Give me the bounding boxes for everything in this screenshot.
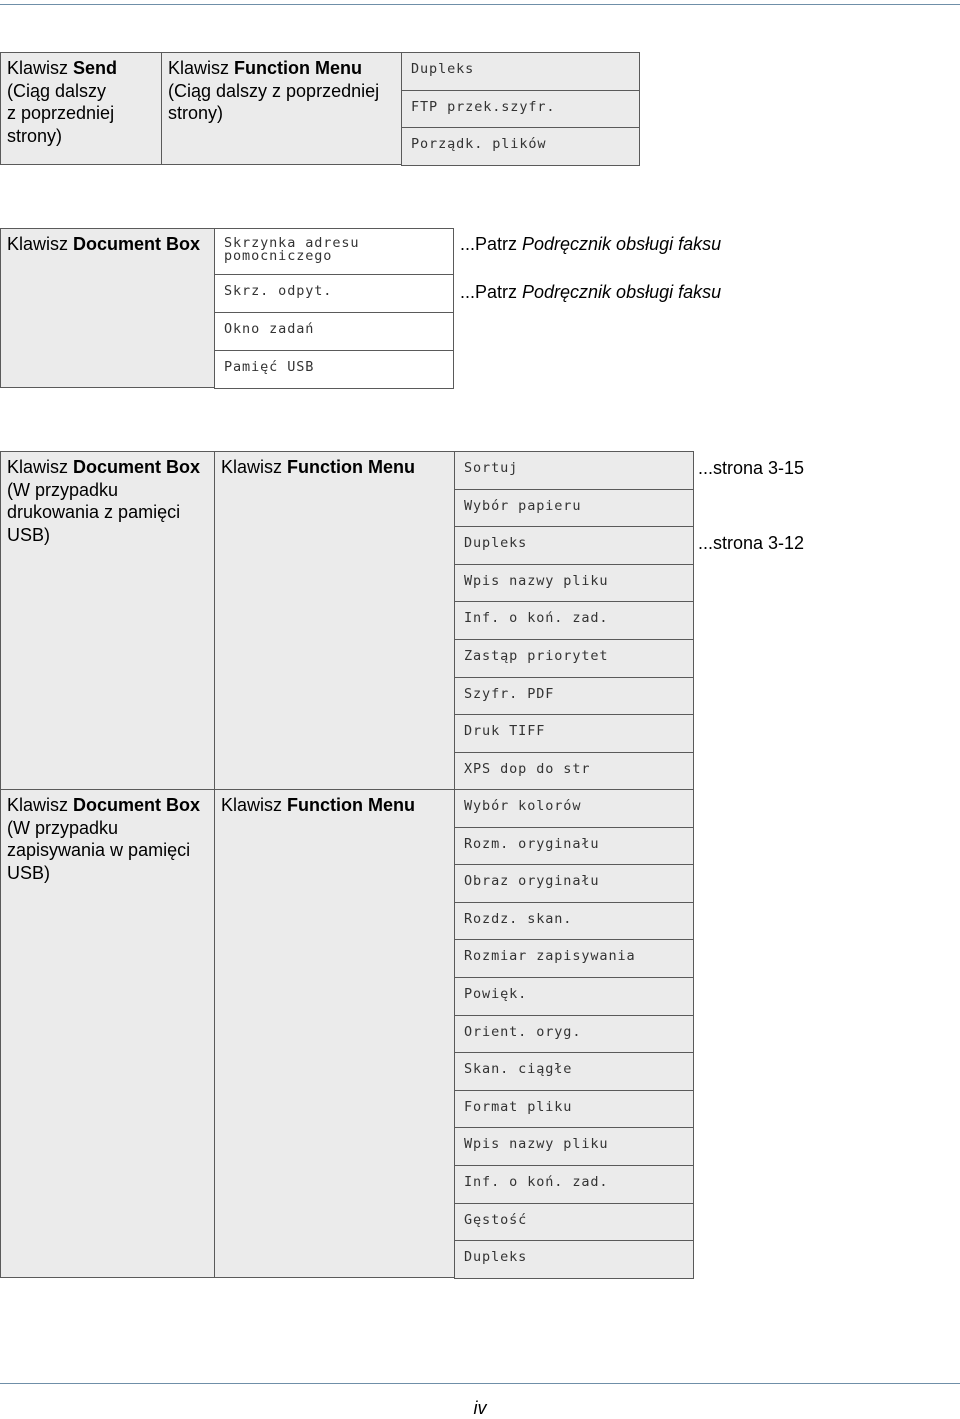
function-menu-name: Function Menu <box>234 58 362 78</box>
menu-item: XPS dop do str <box>454 752 694 791</box>
send-key-cell <box>0 52 162 165</box>
menu-item: Inf. o koń. zad. <box>454 601 694 640</box>
function-menu-prefix: Klawisz <box>221 457 288 477</box>
function-menu-prefix: Klawisz <box>221 795 288 815</box>
fax-ref-2 <box>460 281 721 303</box>
function-menu-prefix: Klawisz <box>168 58 235 78</box>
menu-item: Okno zadań <box>214 312 454 351</box>
menu-item: Szyfr. PDF <box>454 677 694 716</box>
fax-ref-prefix: ...Patrz <box>460 282 523 302</box>
function-menu-note: (Ciąg dalszy z poprzedniej strony) <box>168 80 380 123</box>
menu-item: Wybór kolorów <box>454 789 694 828</box>
fax-manual-title: Podręcznik obsługi faksu <box>522 234 722 254</box>
menu-item: Gęstość <box>454 1203 694 1242</box>
menu-item: Wpis nazwy pliku <box>454 1127 694 1166</box>
menu-item: Format pliku <box>454 1090 694 1129</box>
function-menu-cell-1 <box>161 52 402 165</box>
function-menu-cell-3 <box>214 789 455 1278</box>
fax-ref-1 <box>460 233 721 255</box>
fax-manual-title: Podręcznik obsługi faksu <box>522 282 722 302</box>
menu-item: Dupleks <box>454 1240 694 1279</box>
document-box-name: Document Box <box>73 795 201 815</box>
page-number: iv <box>473 1398 487 1418</box>
menu-item: Obraz oryginału <box>454 864 694 903</box>
document-box-print-usb-cell <box>0 451 215 790</box>
document-box-cell <box>0 228 215 388</box>
function-menu-name: Function Menu <box>287 457 415 477</box>
page-ref-3-15: ...strona 3-15 <box>698 458 805 478</box>
page-ref-3-12: ...strona 3-12 <box>698 533 805 553</box>
save-usb-note: (W przypadku zapisywania w pamięci USB) <box>7 817 191 883</box>
bottom-rule <box>0 1383 960 1384</box>
document-box-prefix: Klawisz <box>7 234 74 254</box>
top-rule <box>0 4 960 5</box>
send-key-name: Send <box>73 58 118 78</box>
menu-item: Rozm. oryginału <box>454 827 694 866</box>
menu-item: Pamięć USB <box>214 350 454 389</box>
menu-item: Orient. oryg. <box>454 1015 694 1054</box>
document-box-save-usb-cell <box>0 789 215 1278</box>
menu-item: Druk TIFF <box>454 714 694 753</box>
menu-item: Powięk. <box>454 977 694 1016</box>
menu-item: Skrzynka adresu pomocniczego <box>214 228 454 275</box>
menu-item: Rozdz. skan. <box>454 902 694 941</box>
document-box-name: Document Box <box>73 234 201 254</box>
menu-item: Wybór papieru <box>454 489 694 528</box>
document-box-prefix: Klawisz <box>7 795 74 815</box>
menu-item: Dupleks <box>454 526 694 565</box>
function-menu-cell-2 <box>214 451 455 790</box>
send-key-prefix: Klawisz <box>7 58 74 78</box>
menu-item: Inf. o koń. zad. <box>454 1165 694 1204</box>
menu-item: Skrz. odpyt. <box>214 274 454 313</box>
send-key-note: (Ciąg dalszy z poprzedniej strony) <box>7 80 115 146</box>
document-box-name: Document Box <box>73 457 201 477</box>
menu-item: Rozmiar zapisywania <box>454 939 694 978</box>
menu-item: Wpis nazwy pliku <box>454 564 694 603</box>
menu-item: Sortuj <box>454 451 694 490</box>
menu-item: Skan. ciągłe <box>454 1052 694 1091</box>
menu-item: Porządk. plików <box>401 127 640 166</box>
print-usb-note: (W przypadku drukowania z pamięci USB) <box>7 479 181 545</box>
menu-item: Zastąp priorytet <box>454 639 694 678</box>
fax-ref-prefix: ...Patrz <box>460 234 523 254</box>
function-menu-name: Function Menu <box>287 795 415 815</box>
menu-item: Dupleks <box>401 52 640 91</box>
document-box-prefix: Klawisz <box>7 457 74 477</box>
menu-item: FTP przek.szyfr. <box>401 90 640 129</box>
